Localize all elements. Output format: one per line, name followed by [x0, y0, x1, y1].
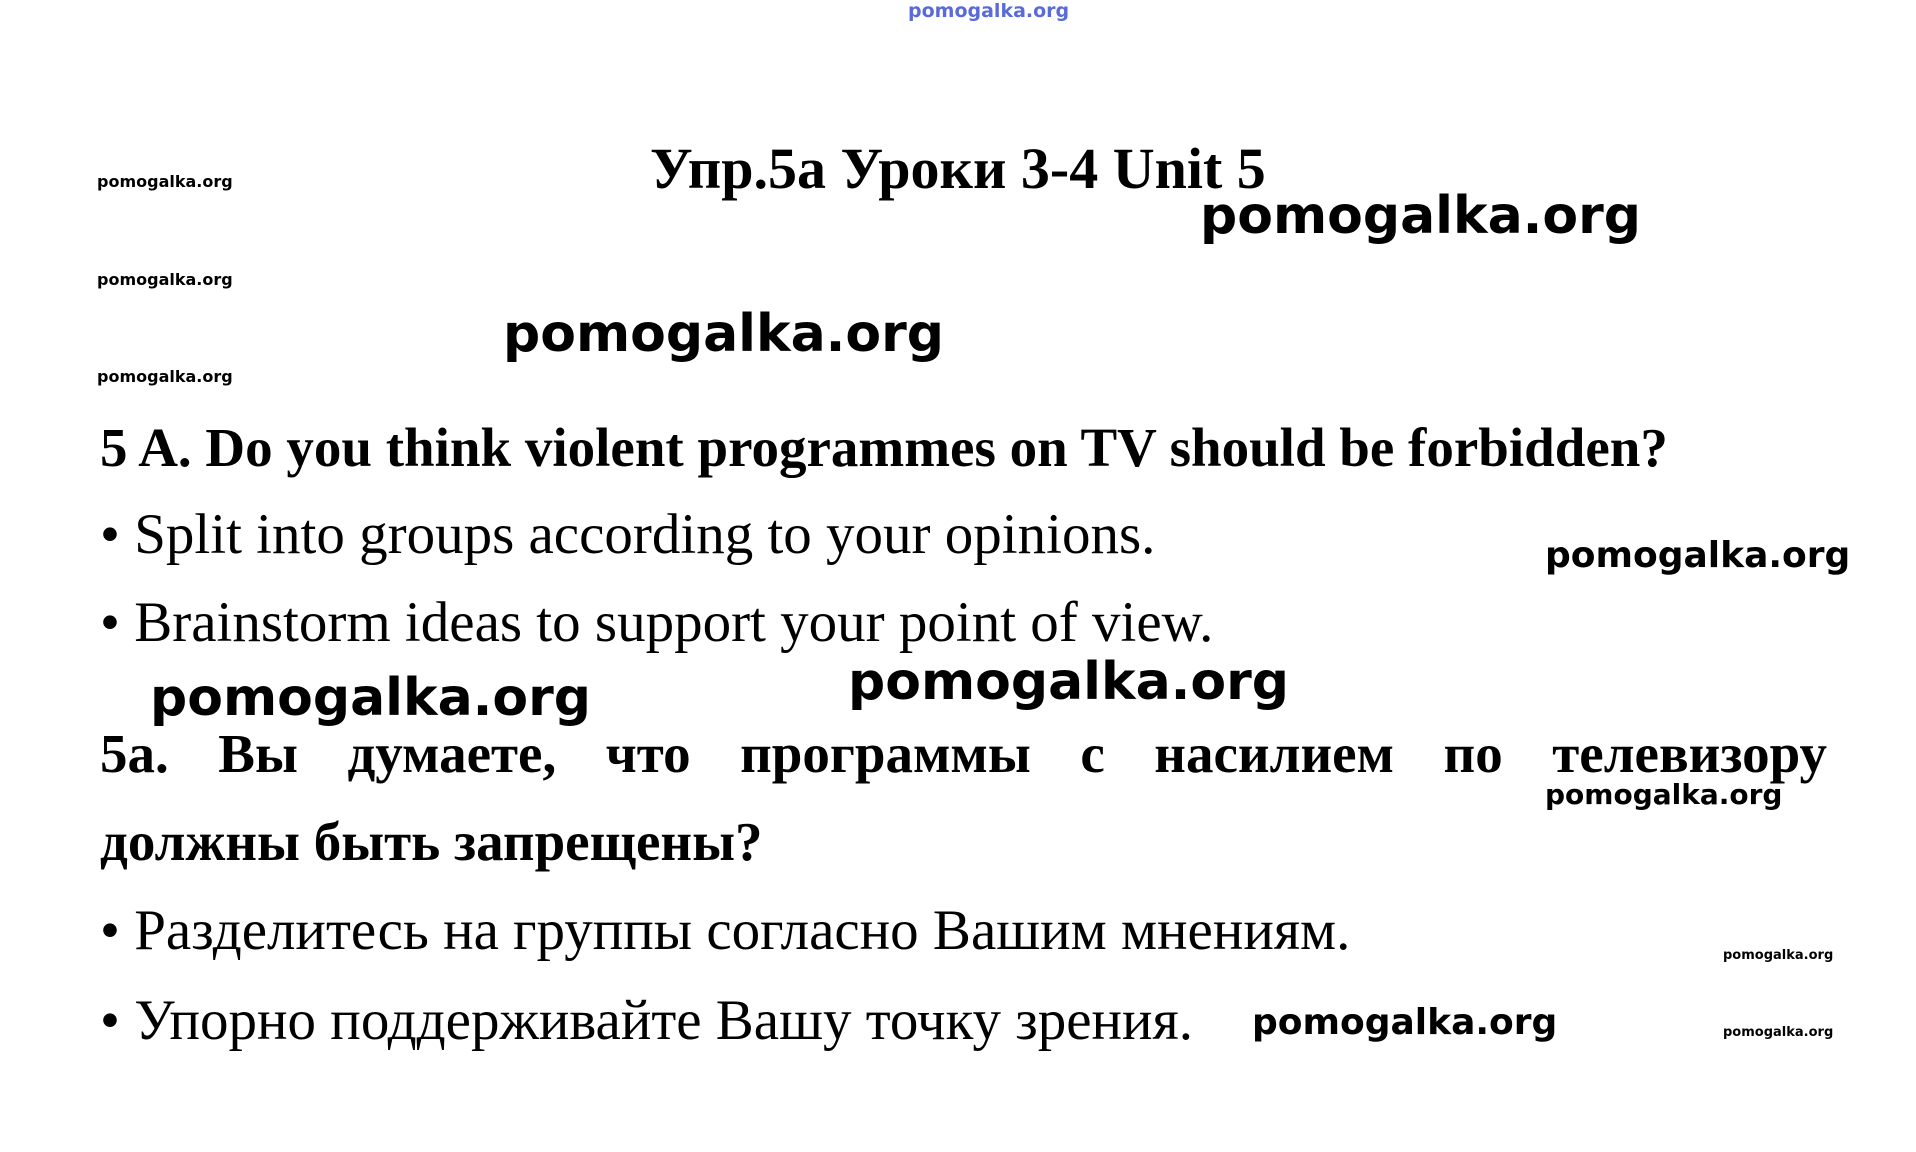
page-title: Упр.5а Уроки 3-4 Unit 5: [650, 136, 1266, 201]
watermark-left-3: pomogalka.org: [97, 367, 233, 386]
watermark-medium-2: pomogalka.org: [1545, 778, 1783, 811]
watermark-tiny-1: pomogalka.org: [1723, 948, 1834, 963]
russian-bullet-2: • Упорно поддерживайте Вашу точку зрения.: [100, 989, 1194, 1052]
watermark-large-4: pomogalka.org: [848, 652, 1290, 712]
english-bullet-1: • Split into groups according to your opinions.: [100, 503, 1156, 566]
watermark-left-2: pomogalka.org: [97, 270, 233, 289]
russian-bullet-1: • Разделитесь на группы согласно Вашим мнениям.: [100, 899, 1351, 962]
russian-heading-line-2: должны быть запрещены?: [100, 811, 763, 872]
english-heading: 5 A. Do you think violent programmes on TV should be forbidden?: [100, 417, 1668, 478]
watermark-medium-1: pomogalka.org: [1545, 535, 1851, 576]
watermark-tiny-2: pomogalka.org: [1723, 1025, 1834, 1040]
watermark-top: pomogalka.org: [908, 0, 1070, 22]
watermark-large-2: pomogalka.org: [503, 304, 945, 364]
russian-heading-line-1: 5a. Вы думаете, что программы с насилием по телевизору: [100, 723, 1827, 784]
watermark-medium-3: pomogalka.org: [1252, 1002, 1558, 1043]
english-bullet-2: • Brainstorm ideas to support your point of view.: [100, 591, 1214, 654]
watermark-large-3: pomogalka.org: [150, 668, 592, 728]
watermark-large-1: pomogalka.org: [1200, 186, 1642, 246]
watermark-left-1: pomogalka.org: [97, 172, 233, 191]
